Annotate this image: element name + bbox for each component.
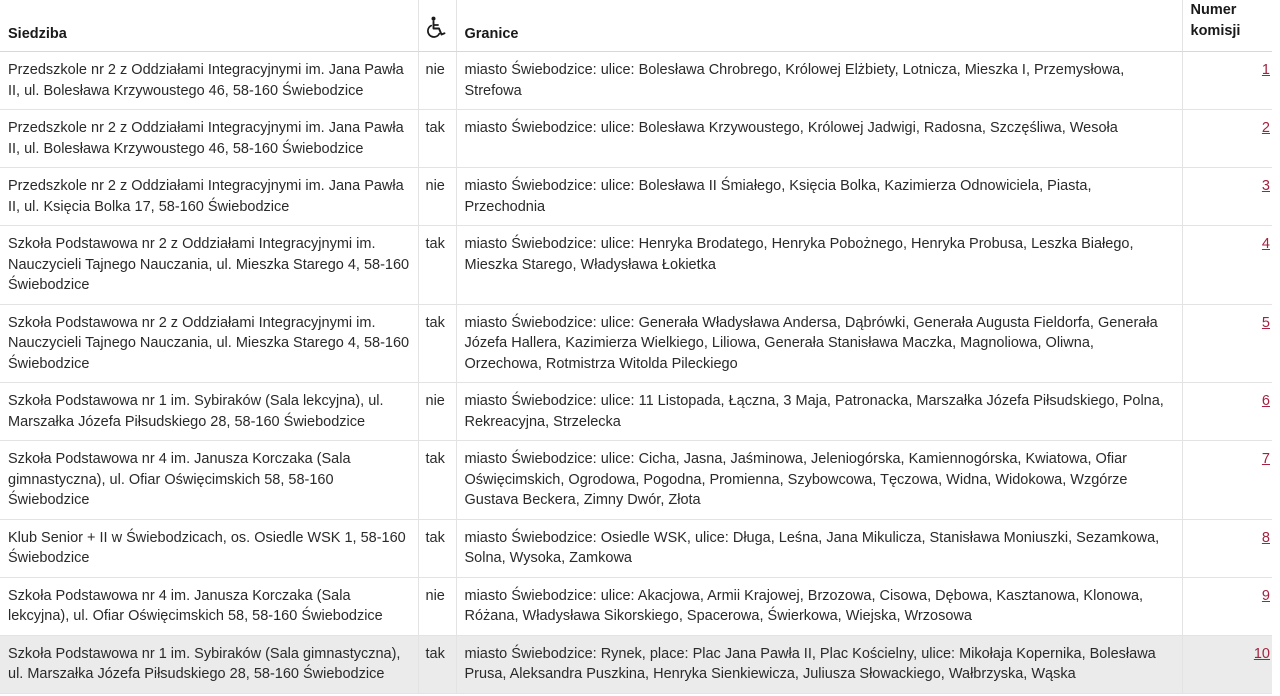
cell-granice: miasto Świebodzice: ulice: Bolesława II Śmiałego, Księcia Bolka, Kazimierza Odnowiciela, Piasta, Przechodnia [456, 168, 1182, 226]
cell-granice: miasto Świebodzice: Rynek, place: Plac Jana Pawła II, Plac Kościelny, ulice: Mikołaja Kopernika, Bolesława Prusa, Aleksandra Puszkina, Henryka Sienkiewicza, Juliusza Słowackiego, Wałbrzyska, Wąska [456, 635, 1182, 693]
cell-accessibility: tak [418, 304, 456, 383]
cell-siedziba: Szkoła Podstawowa nr 1 im. Sybiraków (Sala gimnastyczna), ul. Marszałka Józefa Piłsudskiego 28, 58-160 Świebodzice [0, 635, 418, 693]
cell-numer [1182, 304, 1272, 383]
commission-number-link[interactable]: 6 [1261, 393, 1270, 409]
table-row [0, 441, 1272, 520]
cell-numer [1182, 577, 1272, 635]
cell-numer [1182, 635, 1272, 693]
commission-number-link[interactable]: 4 [1261, 236, 1270, 252]
cell-accessibility: tak [418, 635, 456, 693]
cell-granice: miasto Świebodzice: ulice: Cicha, Jasna, Jaśminowa, Jeleniogórska, Kamiennogórska, Kwiatowa, Ofiar Oświęcimskich, Ogrodowa, Pogodna, Promienna, Szybowcowa, Tęczowa, Widna, Widokowa, Wzgórze Gustava Beckera, Zimny Dwór, Złota [456, 441, 1182, 520]
cell-siedziba: Szkoła Podstawowa nr 2 z Oddziałami Integracyjnymi im. Nauczycieli Tajnego Nauczania, ul. Mieszka Starego 4, 58-160 Świebodzice [0, 304, 418, 383]
cell-siedziba: Przedszkole nr 2 z Oddziałami Integracyjnymi im. Jana Pawła II, ul. Księcia Bolka 17, 58-160 Świebodzice [0, 168, 418, 226]
commission-number-link[interactable]: 1 [1261, 62, 1270, 78]
cell-accessibility: tak [418, 110, 456, 168]
cell-numer [1182, 383, 1272, 441]
cell-granice: miasto Świebodzice: ulice: 11 Listopada, Łączna, 3 Maja, Patronacka, Marszałka Józefa Piłsudskiego, Polna, Rekreacyjna, Strzelecka [456, 383, 1182, 441]
cell-granice: miasto Świebodzice: ulice: Henryka Brodatego, Henryka Pobożnego, Henryka Probusa, Leszka Białego, Mieszka Starego, Władysława Łokietka [456, 226, 1182, 305]
cell-numer [1182, 110, 1272, 168]
commission-number-link[interactable]: 5 [1261, 314, 1270, 331]
cell-accessibility: tak [418, 226, 456, 305]
cell-granice: miasto Świebodzice: ulice: Bolesława Chrobrego, Królowej Elżbiety, Lotnicza, Mieszka I, Przemysłowa, Strefowa [456, 52, 1182, 110]
cell-granice: miasto Świebodzice: ulice: Bolesława Krzywoustego, Królowej Jadwigi, Radosna, Szczęśliwa, Wesoła [456, 110, 1182, 168]
commission-number-link[interactable]: 8 [1261, 529, 1270, 546]
cell-numer [1182, 441, 1272, 520]
table-row [0, 168, 1272, 226]
cell-accessibility: nie [418, 168, 456, 226]
table-row [0, 577, 1272, 635]
table-row-highlighted [0, 635, 1272, 693]
cell-numer [1182, 519, 1272, 577]
table-row [0, 519, 1272, 577]
cell-siedziba: Szkoła Podstawowa nr 2 z Oddziałami Integracyjnymi im. Nauczycieli Tajnego Nauczania, ul. Mieszka Starego 4, 58-160 Świebodzice [0, 226, 418, 305]
commission-number-link[interactable]: 7 [1261, 451, 1270, 467]
table-row [0, 383, 1272, 441]
table-row [0, 304, 1272, 383]
wheelchair-icon [427, 16, 447, 42]
header-numer-line2: komisji [1190, 23, 1241, 39]
cell-accessibility: nie [418, 577, 456, 635]
column-header-siedziba[interactable]: Siedziba [0, 0, 418, 52]
cell-granice: miasto Świebodzice: ulice: Generała Władysława Andersa, Dąbrówki, Generała Augusta Fieldorfa, Generała Józefa Hallera, Kazimierza Wielkiego, Liliowa, Generała Stanisława Maczka, Magnoliowa, Oliwna, Orzechowa, Rotmistrza Witolda Pileckiego [456, 304, 1182, 383]
cell-accessibility: tak [418, 441, 456, 520]
column-header-numer-komisji[interactable] [1182, 0, 1272, 52]
table-header [0, 0, 1272, 52]
cell-accessibility: nie [418, 383, 456, 441]
cell-siedziba: Szkoła Podstawowa nr 4 im. Janusza Korczaka (Sala lekcyjna), ul. Ofiar Oświęcimskich 58, 58-160 Świebodzice [0, 577, 418, 635]
commission-number-link[interactable]: 2 [1261, 120, 1270, 136]
cell-siedziba: Szkoła Podstawowa nr 4 im. Janusza Korczaka (Sala gimnastyczna), ul. Ofiar Oświęcimskich 58, 58-160 Świebodzice [0, 441, 418, 520]
cell-accessibility: tak [418, 519, 456, 577]
cell-siedziba: Szkoła Podstawowa nr 1 im. Sybiraków (Sala lekcyjna), ul. Marszałka Józefa Piłsudskiego 28, 58-160 Świebodzice [0, 383, 418, 441]
table-row [0, 226, 1272, 305]
column-header-granice[interactable]: Granice [456, 0, 1182, 52]
commission-number-link[interactable]: 9 [1261, 587, 1270, 604]
column-header-accessibility [418, 0, 456, 52]
commission-number-link[interactable]: 10 [1253, 645, 1270, 662]
cell-granice: miasto Świebodzice: ulice: Akacjowa, Armii Krajowej, Brzozowa, Cisowa, Dębowa, Kasztanowa, Klonowa, Różana, Władysława Sikorskiego, Spacerowa, Świerkowa, Wiejska, Wrzosowa [456, 577, 1182, 635]
commission-number-link[interactable]: 3 [1261, 178, 1270, 194]
header-row [0, 0, 1272, 52]
cell-siedziba: Przedszkole nr 2 z Oddziałami Integracyjnymi im. Jana Pawła II, ul. Bolesława Krzywoustego 46, 58-160 Świebodzice [0, 52, 418, 110]
cell-siedziba: Klub Senior + II w Świebodzicach, os. Osiedle WSK 1, 58-160 Świebodzice [0, 519, 418, 577]
cell-numer [1182, 52, 1272, 110]
cell-accessibility: nie [418, 52, 456, 110]
cell-siedziba: Przedszkole nr 2 z Oddziałami Integracyjnymi im. Jana Pawła II, ul. Bolesława Krzywoustego 46, 58-160 Świebodzice [0, 110, 418, 168]
header-numer-line1: Numer [1190, 2, 1237, 18]
table-body [0, 52, 1272, 694]
table-row [0, 110, 1272, 168]
cell-numer [1182, 226, 1272, 305]
cell-numer [1182, 168, 1272, 226]
table-row [0, 52, 1272, 110]
cell-granice: miasto Świebodzice: Osiedle WSK, ulice: Długa, Leśna, Jana Mikulicza, Stanisława Moniuszki, Sezamkowa, Solna, Wysoka, Zamkowa [456, 519, 1182, 577]
